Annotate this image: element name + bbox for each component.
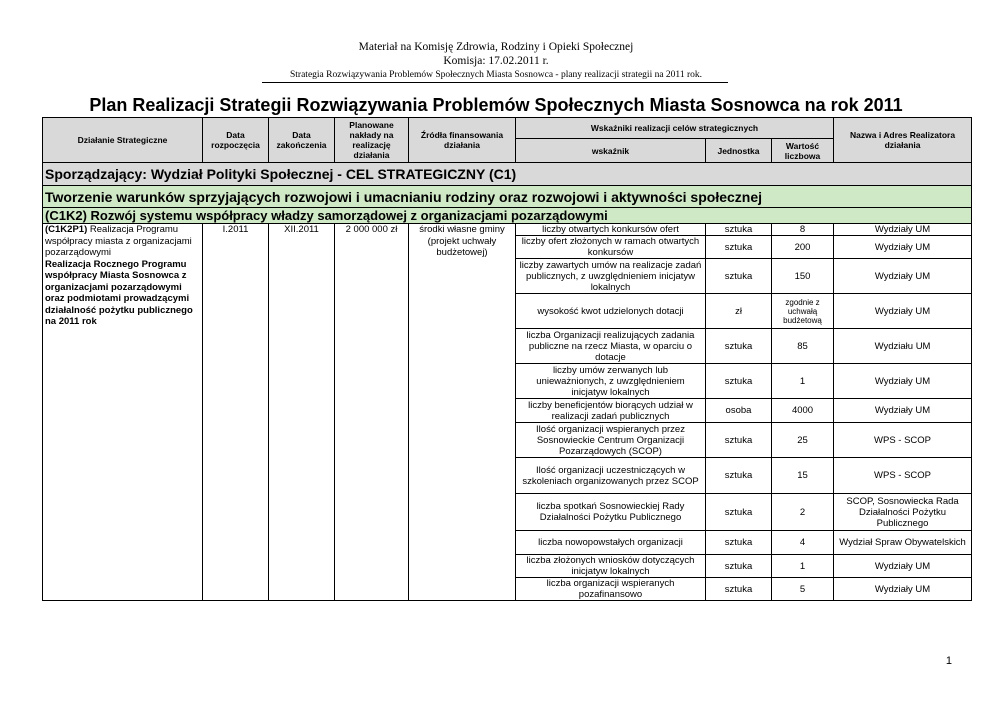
header-divider	[262, 82, 728, 83]
header-line-3: Strategia Rozwiązywania Problemów Społecznych Miasta Sosnowca - plany realizacji strategii na 2011 rok.	[290, 70, 702, 80]
indicator-value: 5	[772, 578, 834, 601]
indicator-unit: sztuka	[706, 259, 772, 294]
indicator-name: liczba złożonych wniosków dotyczących inicjatyw lokalnych	[516, 555, 706, 578]
indicator-name: liczby otwartych konkursów ofert	[516, 224, 706, 236]
col-header-data-zakonczenia: Data zakończenia	[269, 118, 335, 163]
action-text-1: Realizacja Programu współpracy miasta z organizacjami pozarządowymi	[45, 224, 192, 258]
indicator-unit: sztuka	[706, 578, 772, 601]
col-header-wskazniki-group: Wskaźniki realizacji celów strategicznych	[516, 118, 834, 139]
indicator-value: 150	[772, 259, 834, 294]
indicator-realizer: Wydziały UM	[834, 364, 972, 399]
indicator-name: wysokość kwot udzielonych dotacji	[516, 294, 706, 329]
indicator-realizer: Wydziały UM	[834, 294, 972, 329]
indicator-name: liczby umów zerwanych lub unieważnionych, z uwzględnieniem inicjatyw lokalnych	[516, 364, 706, 399]
indicator-name: liczba spotkań Sosnowieckiej Rady Działalności Pożytku Publicznego	[516, 494, 706, 531]
action-text-2: Realizacja Rocznego Programu współpracy Miasta Sosnowca z organizacjami pozarządowymi oraz podmiotami prowadzącymi działalność pożytku publicznego na 2011 rok	[45, 258, 193, 327]
sporzadzajacy-row: Sporządzający: Wydział Polityki Społecznej - CEL STRATEGICZNY (C1)	[43, 163, 972, 186]
indicator-unit: sztuka	[706, 364, 772, 399]
document-title: Plan Realizacji Strategii Rozwiązywania Problemów Społecznych Miasta Sosnowca na rok 2011	[89, 95, 903, 115]
cel-strategiczny-row: Tworzenie warunków sprzyjających rozwojowi i umacnianiu rodziny oraz rozwojowi i aktywności społecznej	[43, 186, 972, 208]
col-header-dzialanie: Działanie Strategiczne	[43, 118, 203, 163]
action-end: XII.2011	[269, 224, 335, 601]
indicator-unit: sztuka	[706, 555, 772, 578]
indicator-unit: sztuka	[706, 458, 772, 494]
indicator-unit: sztuka	[706, 236, 772, 259]
indicator-name: liczba organizacji wspieranych pozafinansowo	[516, 578, 706, 601]
action-description	[43, 224, 203, 601]
strategy-table	[42, 117, 972, 601]
indicator-name: Ilość organizacji uczestniczących w szkoleniach organizowanych przez SCOP	[516, 458, 706, 494]
action-start: I.2011	[203, 224, 269, 601]
action-source: środki własne gminy (projekt uchwały budżetowej)	[409, 224, 516, 601]
indicator-realizer: WPS - SCOP	[834, 423, 972, 458]
indicator-value: 85	[772, 329, 834, 364]
indicator-unit: sztuka	[706, 494, 772, 531]
col-header-wartosc: Wartość liczbowa	[772, 139, 834, 163]
indicator-realizer: WPS - SCOP	[834, 458, 972, 494]
indicator-realizer: Wydziały UM	[834, 236, 972, 259]
indicator-realizer: Wydziały UM	[834, 399, 972, 423]
indicator-value: 15	[772, 458, 834, 494]
action-budget: 2 000 000 zł	[335, 224, 409, 601]
indicator-realizer: Wydział Spraw Obywatelskich	[834, 531, 972, 555]
indicator-name: liczba nowopowstałych organizacji	[516, 531, 706, 555]
indicator-name: Ilość organizacji wspieranych przez Sosnowieckie Centrum Organizacji Pozarządowych (SCOP)	[516, 423, 706, 458]
col-header-wskaznik: wskaźnik	[516, 139, 706, 163]
indicator-unit: osoba	[706, 399, 772, 423]
indicator-value: zgodnie z uchwałą budżetową	[772, 294, 834, 329]
indicator-unit: sztuka	[706, 224, 772, 236]
indicator-realizer: Wydziału UM	[834, 329, 972, 364]
page-number: 1	[945, 655, 952, 667]
indicator-value: 4	[772, 531, 834, 555]
indicator-realizer: Wydziały UM	[834, 555, 972, 578]
indicator-name: liczby zawartych umów na realizacje zadań publicznych, z uwzględnieniem inicjatyw lokalnych	[516, 259, 706, 294]
col-header-jednostka: Jednostka	[706, 139, 772, 163]
indicator-name: liczba Organizacji realizujących zadania publiczne na rzecz Miasta, w oparciu o dotacje	[516, 329, 706, 364]
indicator-unit: sztuka	[706, 329, 772, 364]
indicator-value: 25	[772, 423, 834, 458]
action-code: (C1K2P1)	[45, 224, 88, 235]
indicator-unit: sztuka	[706, 531, 772, 555]
indicator-value: 8	[772, 224, 834, 236]
indicator-realizer: SCOP, Sosnowiecka Rada Działalności Pożytku Publicznego	[834, 494, 972, 531]
indicator-value: 2	[772, 494, 834, 531]
indicator-realizer: Wydziały UM	[834, 259, 972, 294]
header-line-1: Materiał na Komisję Zdrowia, Rodziny i Opieki Społecznej	[358, 41, 634, 53]
indicator-unit: zł	[706, 294, 772, 329]
indicator-value: 4000	[772, 399, 834, 423]
indicator-value: 200	[772, 236, 834, 259]
col-header-naklady: Planowane nakłady na realizację działania	[335, 118, 409, 163]
indicator-realizer: Wydziały UM	[834, 224, 972, 236]
indicator-name: liczby ofert złożonych w ramach otwartych konkursów	[516, 236, 706, 259]
indicator-unit: sztuka	[706, 423, 772, 458]
indicator-name: liczby beneficjentów biorących udział w realizacji zadań publicznych	[516, 399, 706, 423]
header-line-2: Komisja: 17.02.2011 r.	[443, 55, 549, 67]
col-header-realizator: Nazwa i Adres Realizatora działania	[834, 118, 972, 163]
indicator-value: 1	[772, 364, 834, 399]
indicator-realizer: Wydziały UM	[834, 578, 972, 601]
table-row	[43, 224, 972, 236]
kierunek-row: (C1K2) Rozwój systemu współpracy władzy samorządowej z organizacjami pozarządowymi	[43, 208, 972, 224]
col-header-data-rozpoczecia: Data rozpoczęcia	[203, 118, 269, 163]
col-header-zrodla: Źródła finansowania działania	[409, 118, 516, 163]
indicator-value: 1	[772, 555, 834, 578]
